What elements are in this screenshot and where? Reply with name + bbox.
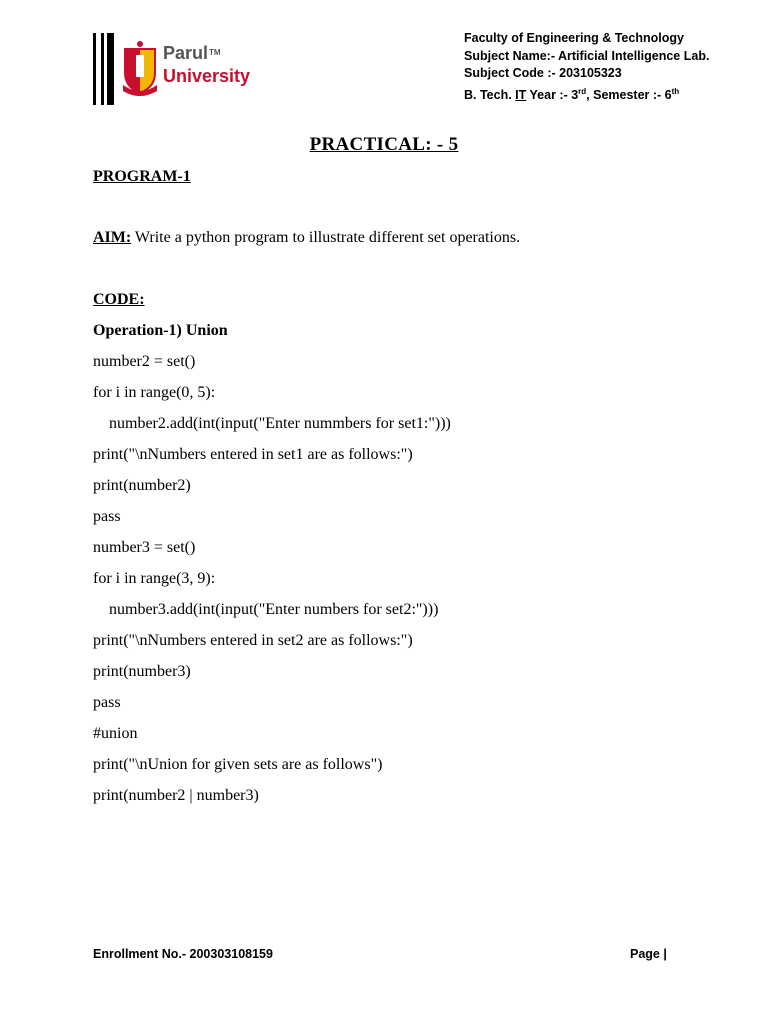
aim-statement: AIM: Write a python program to illustrate different set operations. xyxy=(93,229,521,246)
code-line: number2 = set() xyxy=(93,353,196,370)
code-line: number3.add(int(input("Enter numbers for set2:"))) xyxy=(93,601,439,618)
page-number: Page | xyxy=(630,947,667,961)
university-logo xyxy=(93,33,251,105)
code-line: print(number2) xyxy=(93,477,191,494)
university-crest-icon xyxy=(121,39,159,99)
code-line: pass xyxy=(93,694,121,711)
code-block xyxy=(93,320,451,816)
code-heading: CODE: xyxy=(93,291,145,308)
year-semester: B. Tech. IT Year :- 3rd, Semester :- 6th xyxy=(464,86,680,102)
program-heading: PROGRAM-1 xyxy=(93,168,191,185)
code-line: #union xyxy=(93,725,138,742)
code-line: number3 = set() xyxy=(93,539,196,556)
code-line: for i in range(0, 5): xyxy=(93,384,216,401)
code-line: number2.add(int(input("Enter nummbers for set1:"))) xyxy=(93,415,451,432)
logo-tm: TM xyxy=(209,48,221,57)
code-line: print("\nUnion for given sets are as follows") xyxy=(93,756,383,773)
code-line: for i in range(3, 9): xyxy=(93,570,216,587)
faculty: Faculty of Engineering & Technology xyxy=(464,31,684,45)
code-line: print(number2 | number3) xyxy=(93,787,259,804)
enrollment-number: Enrollment No.- 200303108159 xyxy=(93,947,273,961)
code-line: Operation-1) Union xyxy=(93,322,228,339)
code-line: pass xyxy=(93,508,121,525)
code-line: print("\nNumbers entered in set1 are as follows:") xyxy=(93,446,413,463)
code-line: print(number3) xyxy=(93,663,191,680)
subject-code: Subject Code :- 203105323 xyxy=(464,66,622,80)
logo-name: Parul™ xyxy=(163,43,221,63)
subject-name: Subject Name:- Artificial Intelligence Lab. xyxy=(464,48,710,63)
logo-bars xyxy=(93,33,121,105)
practical-title: PRACTICAL: - 5 xyxy=(309,134,459,155)
code-line: print("\nNumbers entered in set2 are as follows:") xyxy=(93,632,413,649)
header-info xyxy=(464,30,764,104)
logo-sub: University xyxy=(163,66,251,86)
